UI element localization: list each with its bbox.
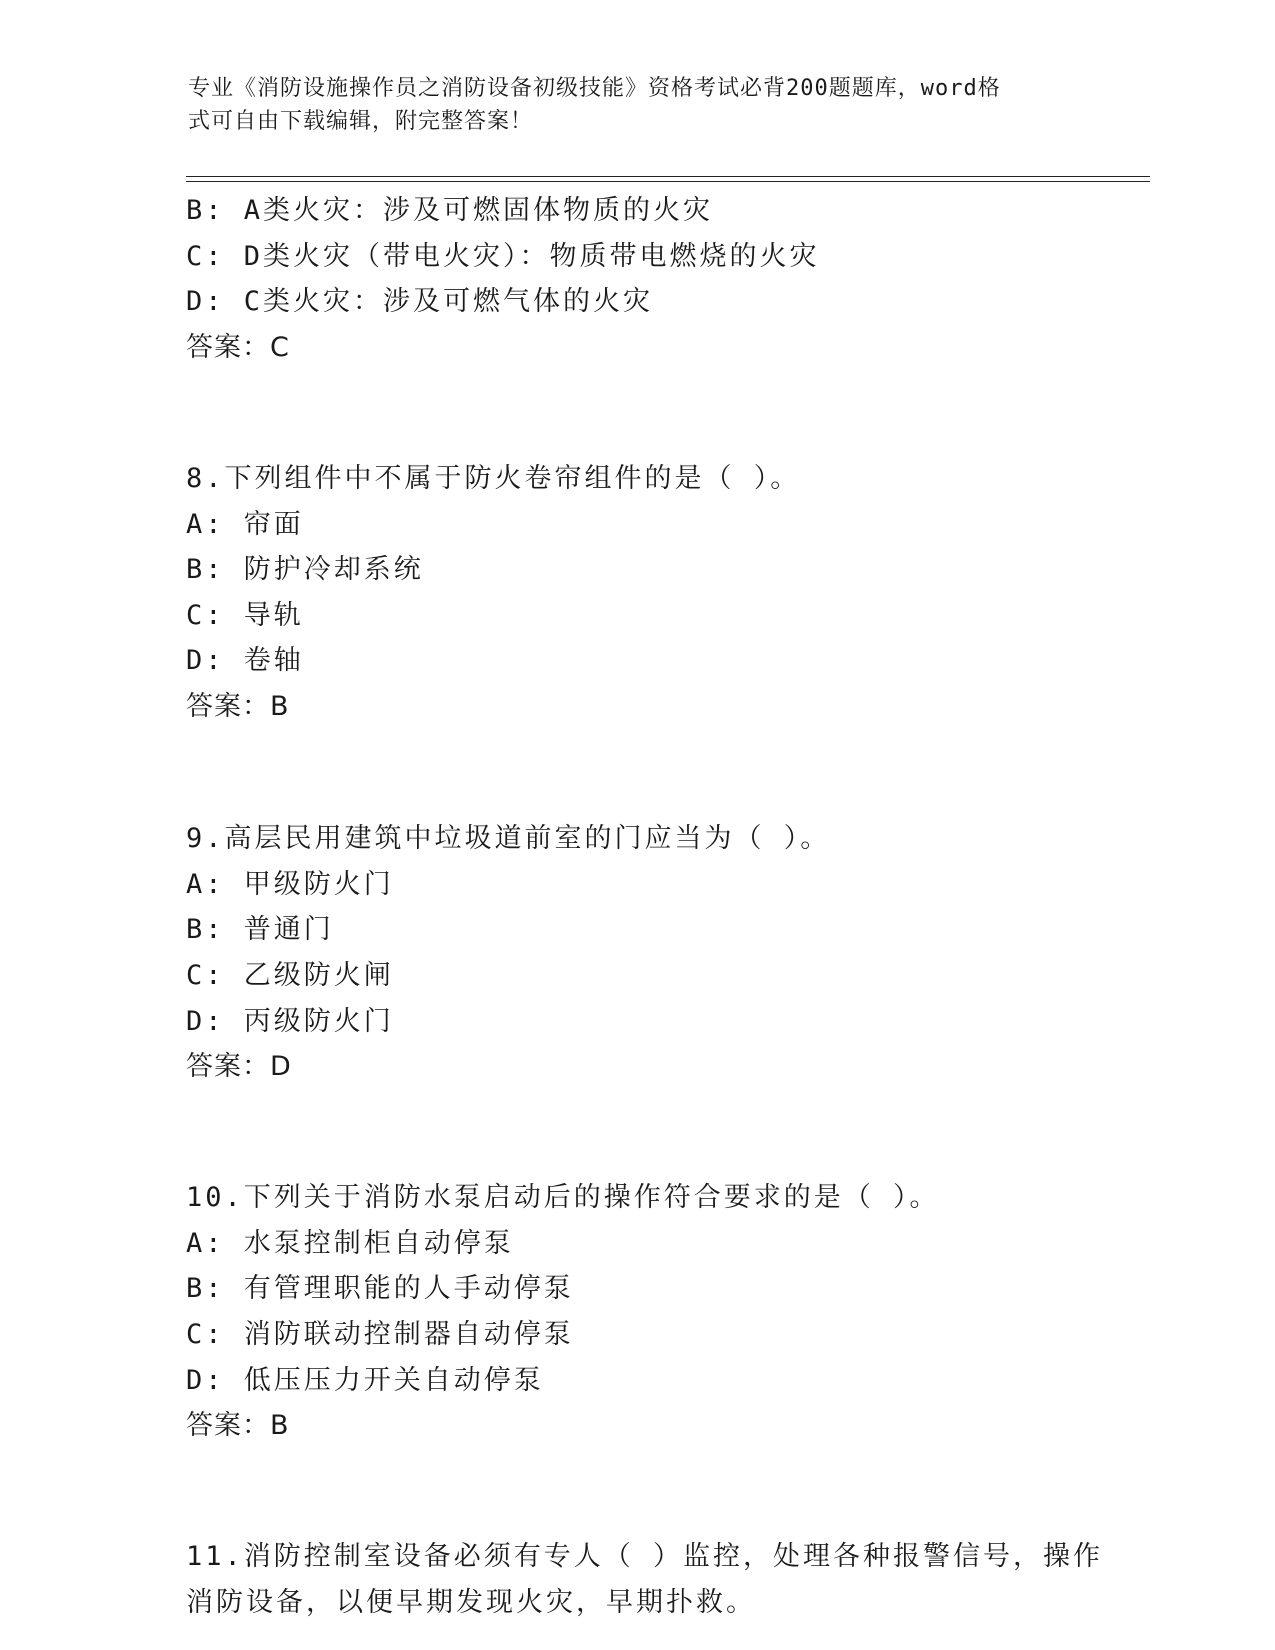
spacer bbox=[186, 775, 1126, 816]
spacer bbox=[186, 370, 1126, 416]
question-stem-line-1: 11.消防控制室设备必须有专人（ ）监控，处理各种报警信号，操作 bbox=[186, 1541, 1104, 1573]
option-c: C: 导轨 bbox=[186, 599, 304, 631]
question-11 bbox=[186, 1534, 1126, 1625]
spacer bbox=[186, 1135, 1126, 1175]
question-8 bbox=[186, 456, 1126, 730]
option-b: B: 普通门 bbox=[186, 914, 334, 946]
question-list bbox=[186, 188, 1126, 1626]
option-c: C: 消防联动控制器自动停泵 bbox=[186, 1319, 574, 1351]
option-b: B: A类火灾：涉及可燃固体物质的火灾 bbox=[186, 195, 714, 226]
spacer bbox=[186, 730, 1126, 776]
answer-line: 答案：C bbox=[186, 331, 290, 363]
option-d: D: 丙级防火门 bbox=[186, 1005, 394, 1037]
option-a: A: 水泵控制柜自动停泵 bbox=[186, 1227, 514, 1259]
question-stem: 10.下列关于消防水泵启动后的操作符合要求的是（ ）。 bbox=[186, 1182, 940, 1214]
question-7-remainder bbox=[186, 188, 1126, 370]
spacer bbox=[186, 1449, 1126, 1495]
header-line-2: 式可自由下载编辑，附完整答案！ bbox=[188, 109, 534, 134]
question-9 bbox=[186, 816, 1126, 1090]
spacer bbox=[186, 1494, 1126, 1534]
option-b: B: 有管理职能的人手动停泵 bbox=[186, 1273, 574, 1305]
question-stem-line-2: 消防设备，以便早期发现火灾，早期扑救。 bbox=[186, 1587, 756, 1619]
option-d: D: 低压压力开关自动停泵 bbox=[186, 1364, 544, 1396]
header-divider-bottom bbox=[186, 181, 1150, 182]
question-10 bbox=[186, 1175, 1126, 1449]
answer-line: 答案：B bbox=[186, 690, 290, 722]
spacer bbox=[186, 416, 1126, 456]
question-stem: 9.高层民用建筑中垃圾道前室的门应当为（ ）。 bbox=[186, 823, 831, 855]
spacer bbox=[186, 1090, 1126, 1136]
option-a: A: 帘面 bbox=[186, 508, 304, 540]
option-b: B: 防护冷却系统 bbox=[186, 554, 424, 586]
option-d: D: C类火灾：涉及可燃气体的火灾 bbox=[186, 286, 654, 318]
option-c: C: D类火灾（带电火灾）：物质带电燃烧的火灾 bbox=[186, 240, 820, 272]
question-stem: 8.下列组件中不属于防火卷帘组件的是（ ）。 bbox=[186, 462, 801, 494]
option-d: D: 卷轴 bbox=[186, 645, 304, 677]
option-a: A: 甲级防火门 bbox=[186, 868, 394, 900]
document-header bbox=[188, 72, 1068, 138]
option-c: C: 乙级防火闸 bbox=[186, 959, 394, 991]
header-divider-top bbox=[186, 176, 1150, 177]
header-line-1: 专业《消防设施操作员之消防设备初级技能》资格考试必背200题题库，word格 bbox=[188, 76, 1001, 101]
answer-line: 答案：B bbox=[186, 1410, 290, 1442]
answer-line: 答案：D bbox=[186, 1051, 292, 1083]
